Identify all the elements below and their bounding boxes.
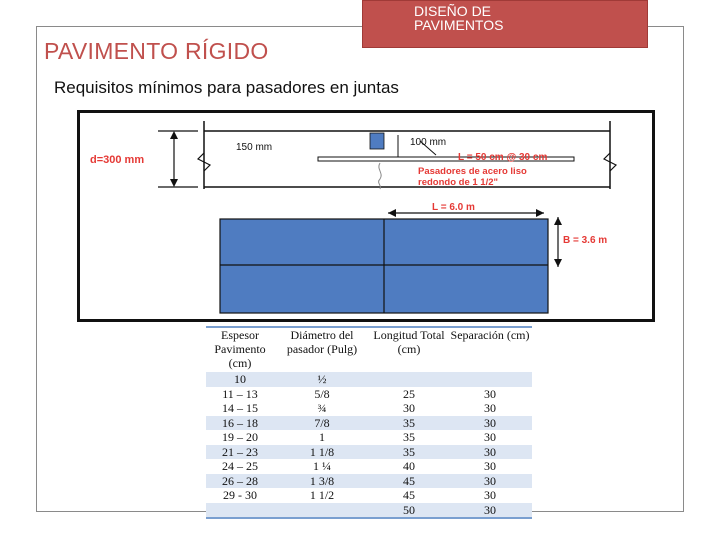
- cell-diametro: 1 ¼: [274, 459, 370, 474]
- cell-diametro: 7/8: [274, 416, 370, 431]
- table-row: [206, 430, 532, 445]
- table-row: [206, 401, 532, 416]
- width-arrow-down: [554, 259, 562, 267]
- width-arrow-up: [554, 217, 562, 225]
- cell-diametro: 1 1/8: [274, 445, 370, 460]
- cell-longitud: 50: [370, 503, 448, 519]
- slab-width-label: B = 3.6 m: [563, 235, 608, 246]
- length-label: L = 50 cm @ 30 cm: [458, 152, 548, 163]
- cell-diametro: 5/8: [274, 387, 370, 402]
- thickness-label: d=300 mm: [90, 154, 145, 166]
- cell-separacion: 30: [448, 445, 532, 460]
- cell-separacion: [448, 372, 532, 387]
- cell-longitud: [370, 372, 448, 387]
- table-row: [206, 445, 532, 460]
- table-row: [206, 416, 532, 431]
- cell-diametro: ¾: [274, 401, 370, 416]
- arrow-head-down: [170, 179, 178, 187]
- arrow-head-left: [388, 209, 396, 217]
- cell-diametro: 1: [274, 430, 370, 445]
- cell-espesor: 10: [206, 372, 274, 387]
- cell-espesor: 14 – 15: [206, 401, 274, 416]
- header-separacion: Separación (cm): [448, 327, 532, 372]
- cell-espesor: 24 – 25: [206, 459, 274, 474]
- slab-length-label: L = 6.0 m: [432, 202, 475, 213]
- cell-separacion: 30: [448, 416, 532, 431]
- cell-longitud: 35: [370, 430, 448, 445]
- cell-espesor: 11 – 13: [206, 387, 274, 402]
- dowel-label-1: Pasadores de acero liso: [418, 166, 527, 177]
- cell-separacion: 30: [448, 401, 532, 416]
- cell-longitud: 35: [370, 416, 448, 431]
- dowel-label-2: redondo de 1 1/2": [418, 177, 498, 188]
- table-row: [206, 488, 532, 503]
- cell-separacion: 30: [448, 459, 532, 474]
- cell-separacion: 30: [448, 488, 532, 503]
- cell-diametro: 1 1/2: [274, 488, 370, 503]
- cell-longitud: 30: [370, 401, 448, 416]
- cell-espesor: 29 - 30: [206, 488, 274, 503]
- cell-longitud: 45: [370, 474, 448, 489]
- table-row: [206, 503, 532, 519]
- cell-diametro: 1 3/8: [274, 474, 370, 489]
- dowel-diagram: [77, 110, 655, 322]
- cell-longitud: 35: [370, 445, 448, 460]
- depth-label: 150 mm: [236, 142, 273, 153]
- header-diametro: Diámetro del pasador (Pulg): [274, 327, 370, 372]
- table-row: [206, 474, 532, 489]
- cell-longitud: 25: [370, 387, 448, 402]
- cell-longitud: 45: [370, 488, 448, 503]
- joint-seal: [370, 133, 384, 149]
- cell-diametro: ½: [274, 372, 370, 387]
- arrow-head-right: [536, 209, 544, 217]
- cell-separacion: 30: [448, 387, 532, 402]
- arrow-head-up: [170, 131, 178, 139]
- cell-separacion: 30: [448, 430, 532, 445]
- table-row: [206, 387, 532, 402]
- table-row: [206, 372, 532, 387]
- header-longitud: Longitud Total (cm): [370, 327, 448, 372]
- table-row: [206, 459, 532, 474]
- dowel-diagram-svg: [80, 113, 652, 319]
- cell-espesor: 26 – 28: [206, 474, 274, 489]
- cell-espesor: 19 – 20: [206, 430, 274, 445]
- cell-espesor: [206, 503, 274, 519]
- cell-longitud: 40: [370, 459, 448, 474]
- cell-espesor: 21 – 23: [206, 445, 274, 460]
- slide-title: PAVIMENTO RÍGIDO: [44, 38, 269, 64]
- slide-subtitle: Requisitos mínimos para pasadores en juntas: [54, 78, 399, 97]
- cell-separacion: 30: [448, 503, 532, 519]
- cell-separacion: 30: [448, 474, 532, 489]
- header-espesor: Espesor Pavimento (cm): [206, 327, 274, 372]
- crack-line: [379, 163, 382, 189]
- table-header-row: [206, 327, 532, 372]
- cell-espesor: 16 – 18: [206, 416, 274, 431]
- cell-diametro: [274, 503, 370, 519]
- header-tab-text: DISEÑO DE PAVIMENTOS: [414, 3, 504, 33]
- cover-label: 100 mm: [410, 137, 447, 148]
- dowel-requirements-table: [206, 326, 532, 519]
